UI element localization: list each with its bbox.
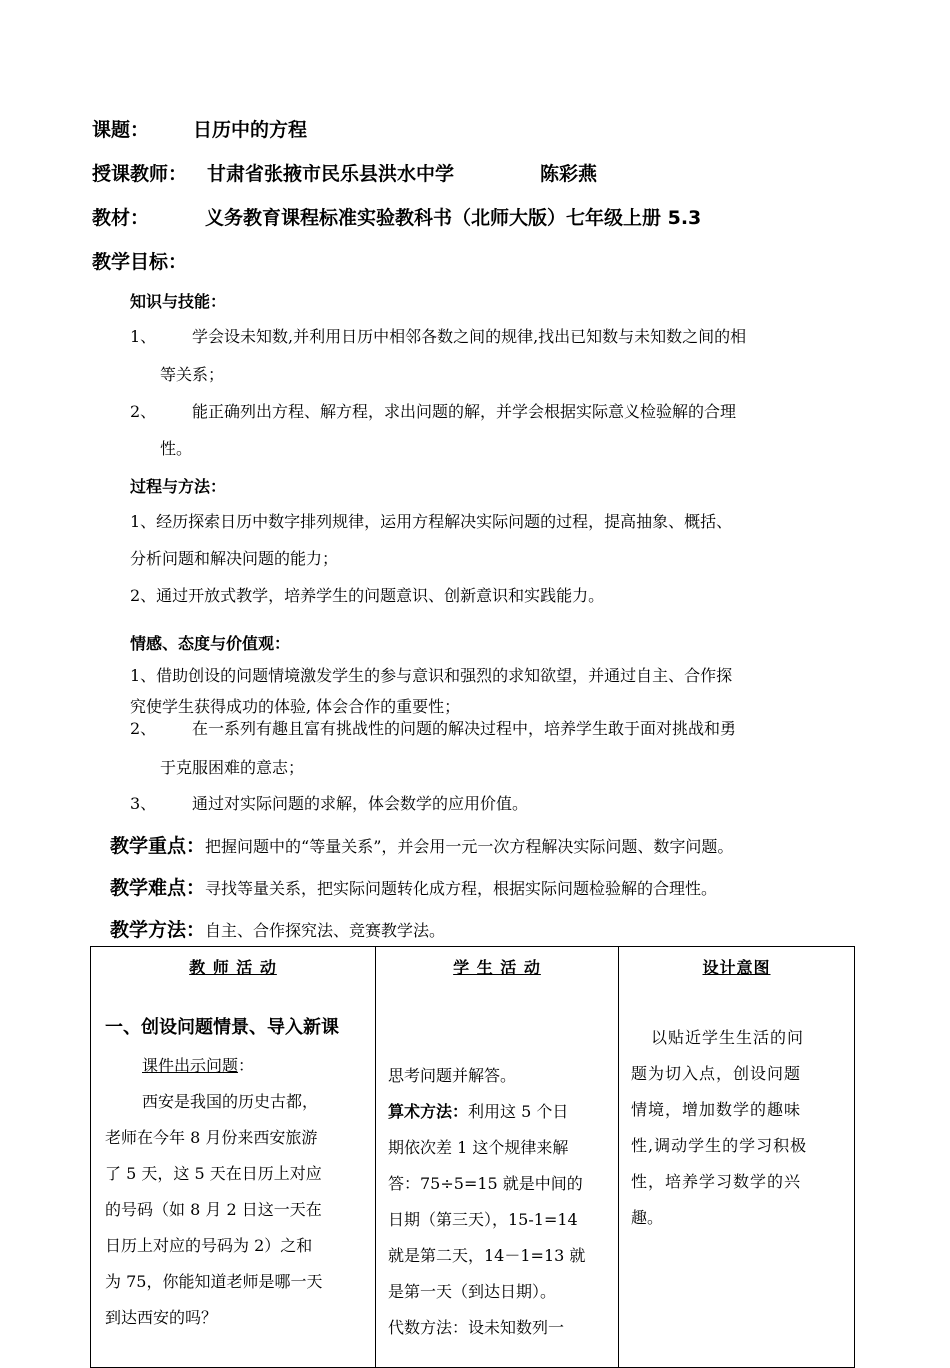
process-title: 过程与方法： (130, 477, 227, 496)
design-line-6: 趣。 (631, 1208, 664, 1227)
process-line2: 分析问题和解决问题的能力； (130, 549, 339, 568)
lesson-plan-table (90, 946, 855, 1368)
student-line-1: 思考问题并解答。 (388, 1066, 517, 1085)
student-line-5: 日期（第三天），15-1=14 (388, 1210, 578, 1229)
topic-value: 日历中的方程 (193, 119, 308, 141)
emotion-line2: 究使学生获得成功的体验, 体会合作的重要性； (130, 697, 461, 716)
teacher-activity-header: 教 师 活 动 (189, 958, 277, 977)
design-intent-header: 设计意图 (702, 958, 771, 977)
focus-value: 把握问题中的“等量关系”，并会用一元一次方程解决实际问题、数字问题。 (205, 837, 734, 856)
courseware-colon: ： (238, 1056, 255, 1075)
emotion-item-2-line2: 于克服困难的意志； (160, 758, 305, 777)
teacher-school: 甘肃省张掖市民乐县洪水中学 (207, 163, 455, 185)
teacher-name: 陈彩燕 (540, 163, 598, 185)
student-line-6: 就是第二天，14－1=13 就 (388, 1246, 586, 1265)
problem-line-4: 的号码（如 8 月 2 日这一天在 (105, 1200, 322, 1219)
knowledge-item-1-line1: 学会设未知数,并利用日历中相邻各数之间的规律,找出已知数与未知数之间的相 (192, 327, 747, 346)
courseware-label: 课件出示问题 (142, 1056, 239, 1075)
teacher-label: 授课教师： (92, 163, 188, 185)
process-line1: 1、经历探索日历中数字排列规律，运用方程解决实际问题的过程，提高抽象、概括、 (130, 512, 733, 531)
student-line-7: 是第一天（到达日期）。 (388, 1282, 557, 1301)
problem-line-7: 到达西安的吗？ (105, 1308, 218, 1327)
student-activity-header: 学 生 活 动 (453, 958, 541, 977)
emotion-item-3-num: 3、 (130, 794, 157, 813)
knowledge-item-2-num: 2、 (130, 402, 157, 421)
emotion-line1: 1、借助创设的问题情境激发学生的参与意识和强烈的求知欲望，并通过自主、合作探 (130, 666, 733, 685)
design-intent-cell (619, 947, 855, 1368)
process-line3: 2、通过开放式教学，培养学生的问题意识、创新意识和实践能力。 (130, 586, 605, 605)
emotion-title: 情感、态度与价值观： (130, 634, 291, 653)
textbook-value: 义务教育课程标准实验教科书（北师大版）七年级上册 5.3 (205, 207, 702, 229)
student-line-4: 答：75÷5=15 就是中间的 (388, 1174, 583, 1193)
design-line-2: 题为切入点，创设问题 (631, 1064, 802, 1083)
knowledge-item-1-num: 1、 (130, 327, 157, 346)
arith-label: 算术方法： (388, 1102, 469, 1121)
method-value: 自主、合作探究法、竞赛教学法。 (205, 921, 446, 940)
difficulty-label: 教学难点： (110, 877, 206, 899)
problem-line-2: 老师在今年 8 月份来西安旅游 (105, 1128, 318, 1147)
problem-line-1: 西安是我国的历史古都， (142, 1092, 319, 1111)
focus-row (110, 831, 733, 858)
textbook-label: 教材： (92, 207, 150, 229)
student-line-8: 代数方法：设未知数列一 (388, 1318, 565, 1337)
student-activity-cell (376, 947, 619, 1368)
design-line-3: 情境，增加数学的趣味 (631, 1100, 802, 1119)
focus-label: 教学重点： (110, 835, 206, 857)
section-title: 一、创设问题情景、导入新课 (105, 1017, 339, 1038)
arith-line (388, 1094, 618, 1130)
emotion-item-2-line1: 在一系列有趣且富有挑战性的问题的解决过程中，培养学生敢于面对挑战和勇 (192, 719, 737, 738)
method-label: 教学方法： (110, 919, 206, 941)
teacher-activity-cell (91, 947, 376, 1368)
method-row (110, 915, 445, 942)
knowledge-item-1-line2: 等关系； (160, 365, 225, 384)
difficulty-value: 寻找等量关系，把实际问题转化成方程，根据实际问题检验解的合理性。 (205, 879, 718, 898)
student-line-3: 期依次差 1 这个规律来解 (388, 1138, 569, 1157)
topic-label: 课题： (92, 119, 150, 141)
emotion-item-3-line1: 通过对实际问题的求解，体会数学的应用价值。 (192, 794, 529, 813)
design-line-1: 以贴近学生生活的问 (651, 1028, 805, 1047)
emotion-item-2-num: 2、 (130, 719, 157, 738)
knowledge-title: 知识与技能： (130, 292, 227, 311)
knowledge-item-2-line2: 性。 (160, 439, 193, 458)
difficulty-row (110, 873, 717, 900)
courseware-line (105, 1048, 375, 1084)
design-line-4: 性,调动学生的学习积极 (631, 1136, 808, 1155)
problem-line-3: 了 5 天，这 5 天在日历上对应 (105, 1164, 322, 1183)
knowledge-item-2-line1: 能正确列出方程、解方程，求出问题的解，并学会根据实际意义检验解的合理 (192, 402, 737, 421)
arith-first: 利用这 5 个日 (468, 1102, 569, 1121)
design-line-5: 性，培养学习数学的兴 (631, 1172, 802, 1191)
objectives-title: 教学目标： (92, 251, 188, 273)
problem-line-5: 日历上对应的号码为 2）之和 (105, 1236, 313, 1255)
problem-line-6: 为 75，你能知道老师是哪一天 (105, 1272, 323, 1291)
